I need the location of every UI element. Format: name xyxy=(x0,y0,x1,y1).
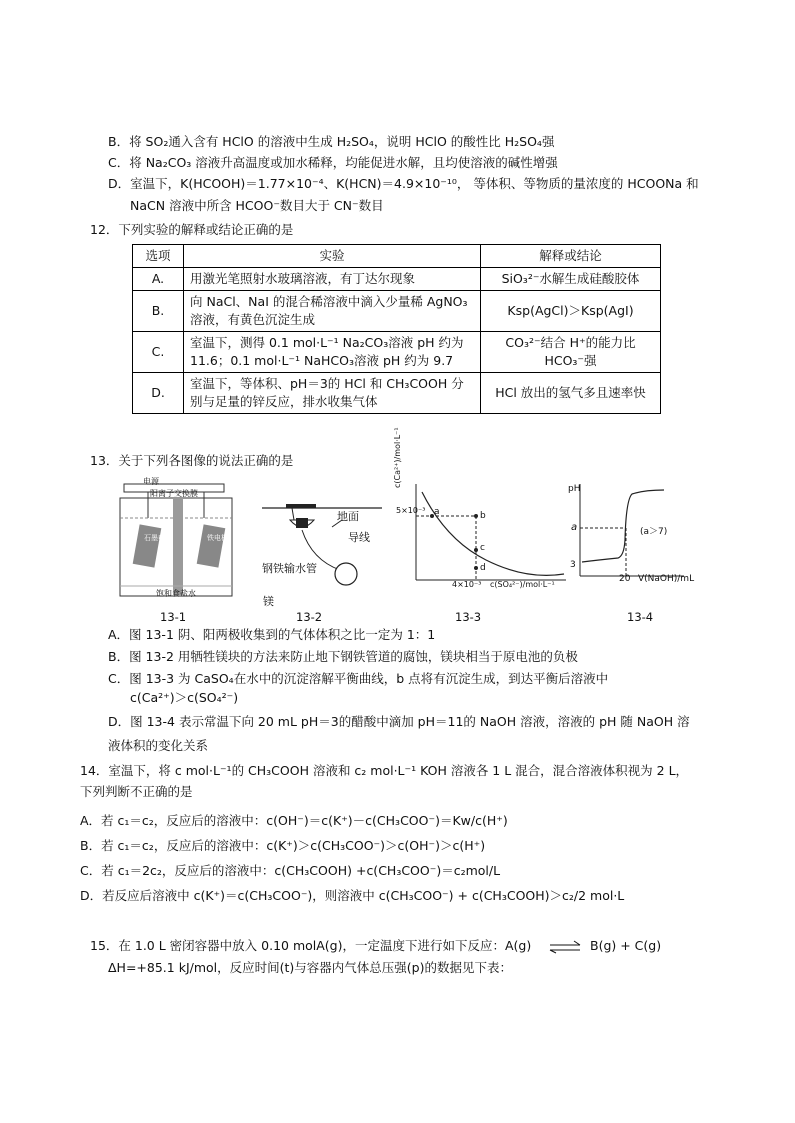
fig3-ylabel: c(Ca²⁺)/mol·L⁻¹ xyxy=(393,427,402,488)
fig3-xlabel: c(SO₄²⁻)/mol·L⁻¹ xyxy=(490,580,555,589)
row-experiment: 用激光笔照射水玻璃溶液，有丁达尔现象 xyxy=(184,268,481,291)
q14-option-b: B．若 c₁＝c₂，反应后的溶液中：c(K⁺)＞c(CH₃COO⁻)＞c(OH⁻)＞c(H⁺) xyxy=(80,838,486,853)
q13-stem: 13．关于下列各图像的说法正确的是 xyxy=(90,453,294,468)
row-option: D. xyxy=(133,373,184,414)
q14-stem-line2: 下列判断不正确的是 xyxy=(80,784,193,799)
table-row xyxy=(133,291,661,332)
point-b xyxy=(474,514,478,518)
caption-13-1: 13-1 xyxy=(160,610,187,624)
ground-label: 地面 xyxy=(337,510,359,523)
q14-option-a: A．若 c₁＝c₂，反应后的溶液中：c(OH⁻)＝c(K⁺)－c(CH₃COO⁻)＝Kw/c(H⁺) xyxy=(80,813,508,828)
fig3-xtick: 4×10⁻³ xyxy=(452,580,482,589)
table-row xyxy=(133,373,661,414)
q12-stem: 12．下列实验的解释或结论正确的是 xyxy=(90,222,294,237)
magnesium-label: 镁 xyxy=(263,595,274,608)
row-option: B. xyxy=(133,291,184,332)
row-conclusion: HCl 放出的氢气多且速率快 xyxy=(481,373,661,414)
q15-line1: 15．在 1.0 L 密闭容器中放入 0.10 molA(g)，一定温度下进行如下反应：A(g) xyxy=(90,938,532,953)
wire-label: 导线 xyxy=(348,531,370,544)
caption-13-2: 13-2 xyxy=(296,610,323,624)
row-experiment: 室温下，测得 0.1 mol·L⁻¹ Na₂CO₃溶液 pH 约为 11.6；0.1 mol·L⁻¹ NaHCO₃溶液 pH 约为 9.7 xyxy=(184,332,481,373)
steel-pipe-label: 钢铁输水管 xyxy=(262,562,317,575)
point-d xyxy=(474,566,478,570)
fig4-x20: 20 xyxy=(619,574,631,584)
table-row xyxy=(133,332,661,373)
q11-option-d-line2: NaCN 溶液中所含 HCOO⁻数目大于 CN⁻数目 xyxy=(130,198,384,213)
equilibrium-arrow-icon xyxy=(548,940,584,954)
row-conclusion: Ksp(AgCl)＞Ksp(AgI) xyxy=(481,291,661,332)
q11-option-d-line1: D．室温下，K(HCOOH)＝1.77×10⁻⁴、K(HCN)＝4.9×10⁻¹⁰， 等体积、等物质的量浓度的 HCOONa 和 xyxy=(108,176,699,191)
row-experiment: 室温下，等体积、pH＝3的 HCl 和 CH₃COOH 分别与足量的锌反应，排水收集气体 xyxy=(184,373,481,414)
q14-option-d: D．若反应后溶液中 c(K⁺)＝c(CH₃COO⁻)，则溶液中 c(CH₃COO⁻) + c(CH₃COOH)＞c₂/2 mol·L xyxy=(80,888,625,903)
row-option: C. xyxy=(133,332,184,373)
q11-option-b: B．将 SO₂通入含有 HClO 的溶液中生成 H₂SO₄，说明 HClO 的酸性比 H₂SO₄强 xyxy=(108,134,555,149)
table-header-row xyxy=(133,245,661,268)
caption-13-3: 13-3 xyxy=(455,610,482,624)
figure-titration-curve xyxy=(568,480,688,584)
header-experiment: 实验 xyxy=(184,245,481,268)
header-option: 选项 xyxy=(133,245,184,268)
fig3-ytick: 5×10⁻³ xyxy=(396,506,426,515)
q11-option-c: C．将 Na₂CO₃ 溶液升高温度或加水稀释，均能促进水解，且均使溶液的碱性增强 xyxy=(108,155,558,170)
fig4-a-label: a xyxy=(571,522,578,533)
point-d-label: d xyxy=(480,563,486,573)
row-conclusion: SiO₃²⁻水解生成硅酸胶体 xyxy=(481,268,661,291)
table-row xyxy=(133,268,661,291)
caption-13-4: 13-4 xyxy=(627,610,654,624)
q13-option-c-line2: c(Ca²⁺)＞c(SO₄²⁻) xyxy=(130,690,239,705)
q15-products: B(g) + C(g) xyxy=(590,938,662,953)
fig4-condition: (a＞7) xyxy=(640,527,668,537)
point-b-label: b xyxy=(480,511,486,521)
fig4-ylabel: pH xyxy=(568,484,581,494)
row-option: A. xyxy=(133,268,184,291)
row-experiment: 向 NaCl、NaI 的混合稀溶液中滴入少量稀 AgNO₃ 溶液，有黄色沉淀生成 xyxy=(184,291,481,332)
q14-option-c: C．若 c₁＝2c₂，反应后的溶液中：c(CH₃COOH) +c(CH₃COO⁻)＝c₂mol/L xyxy=(80,863,501,878)
iron-electrode-label: 铁电极 xyxy=(207,534,228,542)
q15-line2: ΔH=+85.1 kJ/mol，反应时间(t)与容器内气体总压强(p)的数据见下表： xyxy=(108,960,512,975)
header-conclusion: 解释或结论 xyxy=(481,245,661,268)
q13-option-a: A．图 13-1 阴、阳两极收集到的气体体积之比一定为 1：1 xyxy=(108,627,436,642)
point-c xyxy=(474,548,478,552)
membrane-label: 阳离子交换膜 xyxy=(150,489,198,498)
q13-option-b: B．图 13-2 用牺牲镁块的方法来防止地下钢铁管道的腐蚀，镁块相当于原电池的负极 xyxy=(108,649,578,664)
q12-table xyxy=(132,244,661,414)
power-label: 电源 xyxy=(143,477,159,486)
q14-stem-line1: 14．室温下，将 c mol·L⁻¹的 CH₃COOH 溶液和 c₂ mol·L⁻¹ KOH 溶液各 1 L 混合，混合溶液体积视为 2 L， xyxy=(80,763,689,778)
row-conclusion: CO₃²⁻结合 H⁺的能力比 HCO₃⁻强 xyxy=(481,332,661,373)
point-a-label: a xyxy=(434,507,440,517)
q13-option-c-line1: C．图 13-3 为 CaSO₄在水中的沉淀溶解平衡曲线，b 点将有沉淀生成，到达平衡后溶液中 xyxy=(108,671,609,686)
point-c-label: c xyxy=(480,543,485,553)
q13-option-d-line1: D．图 13-4 表示常温下向 20 mL pH＝3的醋酸中滴加 pH＝11的 NaOH 溶液，溶液的 pH 随 NaOH 溶 xyxy=(108,714,690,729)
brine-label: 饱和食盐水 xyxy=(156,589,196,598)
fig4-xlabel: V(NaOH)/mL xyxy=(638,574,695,584)
fig4-y3: 3 xyxy=(570,560,576,570)
graphite-electrode-label: 石墨电极 xyxy=(144,534,172,542)
q13-option-d-line2: 液体积的变化关系 xyxy=(108,738,209,753)
